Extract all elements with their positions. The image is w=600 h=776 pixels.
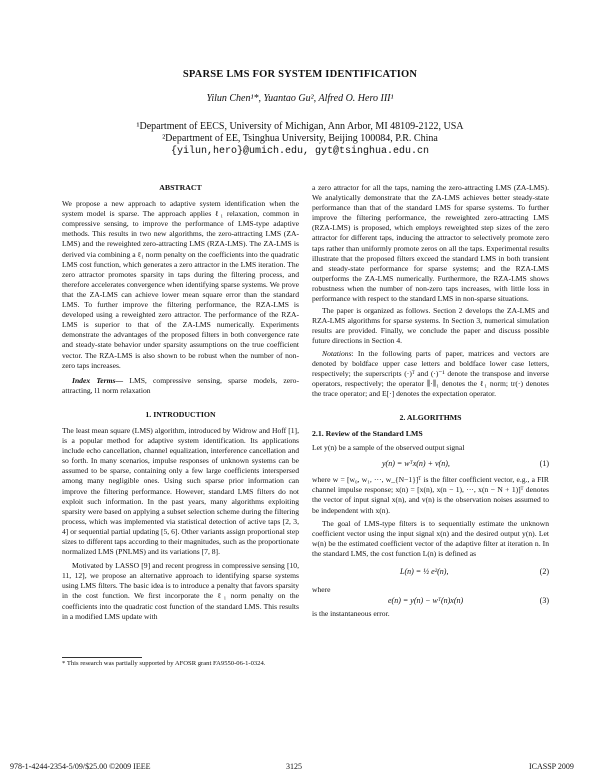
notations-text: : In the following parts of paper, matrices and vectors are denoted by boldface upper case letters and boldface lower case letters, respectively; the superscripts (·)ᵀ and (·)⁻¹ denote the transpose and inverse operators, respectively; the operator ∥·∥₁ denotes the ℓ₁ norm; tr(·) denotes the trace operator; and E[·] denotes the expectation operator. (312, 348, 549, 398)
equation-3: e(n) = y(n) − wᵀ(n)x(n) (388, 596, 464, 606)
right-column (312, 183, 549, 619)
affiliation-1: ¹Department of EECS, University of Michigan, Ann Arbor, MI 48109-2122, USA (136, 121, 464, 132)
notations-paragraph (312, 349, 549, 399)
right-paragraph-2: The paper is organized as follows. Section 2 develops the ZA-LMS and RZA-LMS algorithms for sparse systems. In Section 3, numerical simulation results are provided. Finally, we conclude the paper and discuss possible future directions in Section 4. (312, 306, 549, 346)
lms-definitions-paragraph: where w = [w₀, w₁, ···, w_{N−1}]ᵀ is the filter coefficient vector, e.g., a FIR channel impulse response; x(n) = [x(n), x(n − 1), ···, x(n − N + 1)]ᵀ denotes the vector of input signal x(n), and v(n) is the observation noises assumed to be independent with x(n). (312, 475, 549, 515)
footer-page-number: 3125 (286, 762, 302, 771)
index-terms-label: Index Terms— (72, 375, 124, 385)
introduction-heading: 1. INTRODUCTION (145, 409, 216, 419)
equation-2: L(n) = ½ e²(n), (400, 567, 449, 576)
introduction-paragraph-2: Motivated by LASSO [9] and recent progress in compressive sensing [10, 11, 12], we propose an alternative approach to identifying sparse systems using LMS filters. The basic idea is to introduce a penalty that favors sparsity in the cost function. We first incorporate the ℓ₁ norm penalty on the coefficients into the quadratic cost function of the standard LMS. This results in a modified LMS update with (62, 561, 299, 621)
introduction-paragraph-1: The least mean square (LMS) algorithm, introduced by Widrow and Hoff [1], is a popular method for adaptive system identification. Its applications include echo cancellation, channel equalization, interference cancellation and so forth. In many scenarios, impulse responses of unknown systems can be assumed to be sparse, containing only a few large coefficients interspersed among many negligible ones. Using such sparse prior information can improve the filtering performance. However, standard LMS filters do not exploit such information. In the past years, many algorithms exploiting sparsity were based on applying a subset selection scheme during the filtering process, which was implemented via statistical detection of active taps [2, 3, 4] or sequential partial updating [5, 6]. Other variants assign proportional step sizes to different taps according to their magnitudes, such as the proportionate normalized LMS (PNLMS) and its variations [7, 8]. (62, 425, 299, 557)
author-emails: {yilun,hero}@umich.edu, gyt@tsinghua.edu.cn (170, 146, 430, 157)
equation-1-number: (1) (539, 459, 549, 469)
footer-conference: ICASSP 2009 (529, 762, 574, 771)
abstract-body: We propose a new approach to adaptive system identification when the system model is sparse. The approach applies ℓ₁ relaxation, common in compressive sensing, to improve the performance of LMS-type adaptive methods. This results in two new algorithms, the zero-attracting LMS (ZA-LMS) and the reweighted zero-attracting LMS (RZA-LMS). The ZA-LMS is derived via combining a ℓ₁ norm penalty on the coefficients into the quadratic LMS cost function, which generates a zero attractor in the LMS iteration. The zero attractor promotes sparsity in taps during the filtering process, and therefore accelerates convergence when identifying sparse systems. We prove that the ZA-LMS can achieve lower mean square error than the standard LMS. To further improve the filtering performance, the RZA-LMS is developed using a reweighted zero attractor. The performance of the RZA-LMS is superior to that of the ZA-LMS numerically. Experiments demonstrate the advantages of the proposed filters in both convergence rate and steady-state behavior under sparsity assumptions on the true coefficient vector. The RZA-LMS is also shown to be robust when the number of non-zero taps increases. (62, 199, 299, 370)
footnote: * This research was partially supported by AFOSR grant FA9550-06-1-0324. (62, 660, 266, 667)
affiliation-2: ²Department of EE, Tsinghua University, Beijing 100084, P.R. China (162, 133, 438, 144)
left-column (62, 183, 299, 622)
equation-1: y(n) = wᵀx(n) + v(n), (382, 459, 450, 469)
equation-3-number: (3) (539, 596, 549, 606)
abstract-heading: ABSTRACT (159, 183, 202, 192)
index-terms-text: LMS, compressive sensing, sparse models, zero-attracting, l1 norm relaxation (62, 375, 299, 395)
equation-2-number: (2) (539, 567, 549, 576)
paper-authors: Yilun Chen¹*, Yuantao Gu², Alfred O. Hero III¹ (206, 93, 394, 104)
instantaneous-error-sentence: is the instantaneous error. (312, 609, 390, 619)
algorithms-heading: 2. ALGORITHMS (399, 412, 462, 422)
right-paragraph-1: a zero attractor for all the taps, naming the zero-attracting LMS (ZA-LMS). We analytically demonstrate that the ZA-LMS achieves better steady-state performance than that of the standard LMS for sparse systems. To further improve the filtering performance, the reweighted zero-attracting LMS (RZA-LMS) is proposed, which employs reweighted step sizes of the zero attractor for different taps, inducing the attractor to selectively promote zero taps rather than uniformly promote zeros on all the taps. Experimental results illustrate that the proposed filters exceed the standard LMS in both transient and steady-state performance for sparse systems; and the RZA-LMS outperforms the ZA-LMS numerically. Furthermore, the RZA-LMS shows robustness when the number of non-zero taps increases, with little loss in performance with respect to the standard LMS in non-sparse situations. (312, 183, 549, 304)
lms-goal-paragraph: The goal of LMS-type filters is to sequentially estimate the unknown coefficient vector using the input signal x(n) and the desired output y(n). Let w(n) be the estimated coefficient vector of the adaptive filter at iteration n. In the standard LMS, the cost function L(n) is defined as (312, 518, 549, 558)
where-word: where (312, 585, 331, 594)
index-terms (62, 376, 299, 396)
notations-label: Notations (322, 348, 352, 358)
footer-isbn: 978-1-4244-2354-5/09/$25.00 ©2009 IEEE (10, 762, 151, 771)
lms-intro-sentence: Let y(n) be a sample of the observed output signal (312, 443, 465, 453)
paper-title: SPARSE LMS FOR SYSTEM IDENTIFICATION (182, 69, 418, 80)
footnote-rule (62, 657, 142, 658)
subsection-heading: 2.1. Review of the Standard LMS (312, 429, 423, 439)
